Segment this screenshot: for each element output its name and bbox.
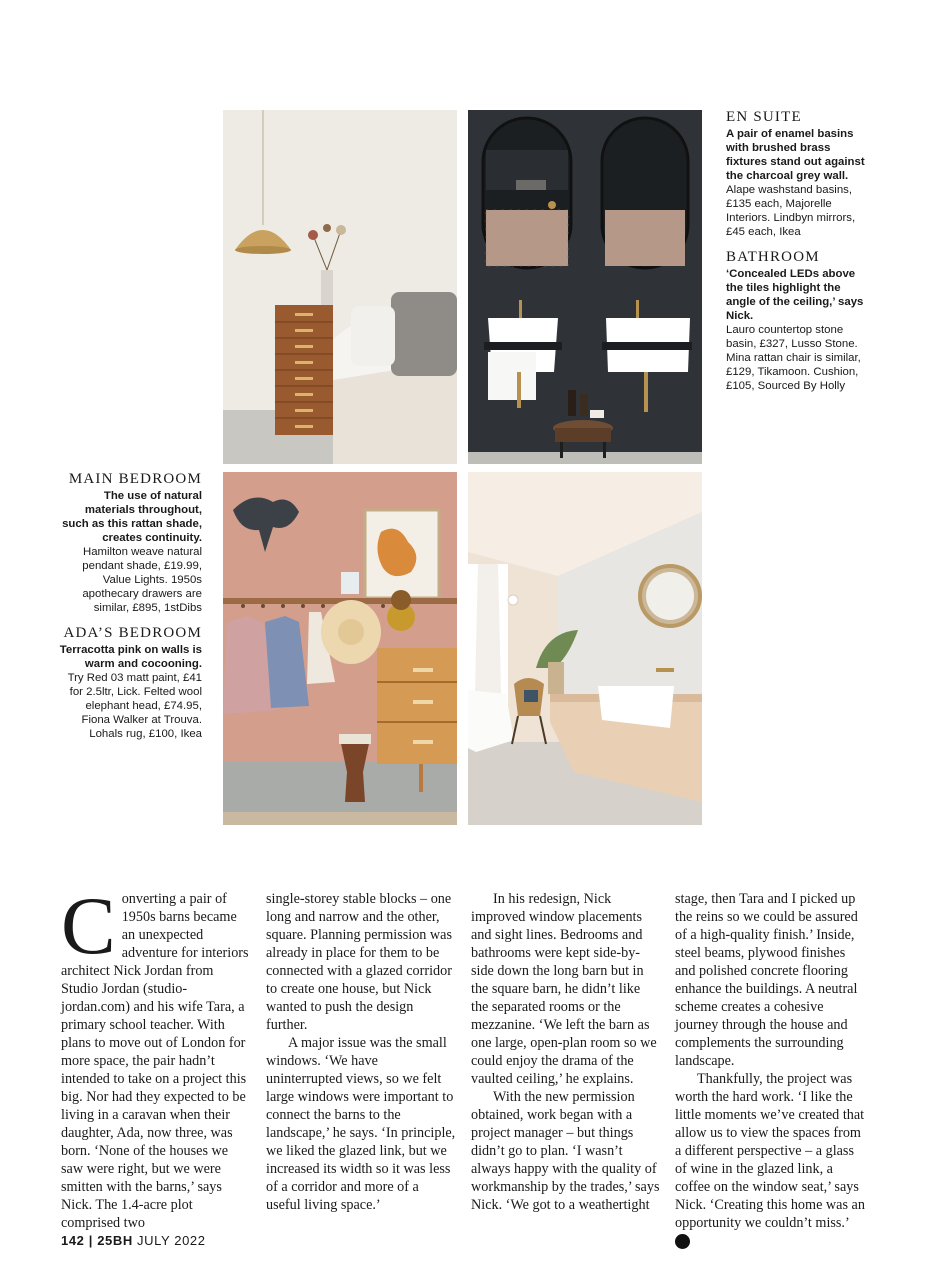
caption-adas-bedroom	[58, 625, 202, 741]
article-column-1	[61, 880, 251, 1232]
caption-lead: A pair of enamel basins with brushed brass fixtures stand out against the charcoal grey wall.	[726, 128, 865, 182]
caption-heading: BATHROOM	[726, 249, 820, 265]
photo-main-bedroom	[223, 110, 457, 464]
paragraph-text: Thankfully, the project was worth the hard work. ‘I like the little moments we’ve created that allow us to view the spaces from a different perspective – a glass of wine in the glazed link, a coffee on the window seat,’ says Nick. ‘Creating this home was an opportunity we couldn’t miss.’	[675, 1071, 865, 1231]
photo-adas-bedroom	[223, 472, 457, 825]
caption-heading: EN SUITE	[726, 109, 802, 125]
caption-credits: Hamilton weave natural pendant shade, £19.99, Value Lights. 1950s apothecary drawers are similar, £895, 1stDibs	[82, 546, 202, 614]
article-paragraph: In his redesign, Nick improved window placements and sight lines. Bedrooms and bathrooms were kept side-by-side down the long barn but in the square barn, he didn’t like the separated rooms or the mezzanine. ‘We left the barn as one large, open-plan room so we could enjoy the drama of the vaulted ceiling,’ he explains.	[471, 891, 657, 1087]
caption-main-bedroom	[58, 471, 202, 615]
article-paragraph	[61, 880, 251, 1232]
footer-separator: |	[88, 1233, 93, 1248]
paragraph-text: onverting a pair of 1950s barns became an unexpected adventure for interiors architect Nick Jordan from Studio Jordan (studio-jordan.com) and his wife Tara, a primary school teacher. With plans to move out of London for more space, the pair hadn’t intended to take on a project this big. Nor had they expected to be living in a caravan when their daughter, Ada, now three, was born. ‘None of the houses we saw were right, but we were smitten with the barns,’ says Nick. The 1.4-acre plot comprised two	[61, 891, 249, 1231]
article-column-4	[675, 890, 865, 1250]
caption-bathroom	[726, 249, 872, 393]
photo-bathroom	[468, 472, 702, 825]
article-paragraph: A major issue was the small windows. ‘We have uninterrupted views, so we felt large windows were important to connect the barns to the landscape,’ he says. ‘In principle, we liked the glazed link, but we increased its width so it was less of a corridor and more of a useful living space.’	[266, 1035, 456, 1213]
caption-heading: ADA’S BEDROOM	[63, 625, 202, 641]
drop-cap: C	[61, 880, 116, 971]
photo-en-suite	[468, 110, 702, 464]
caption-en-suite	[726, 109, 872, 239]
caption-lead: The use of natural materials throughout, such as this rattan shade, creates continuity.	[62, 490, 202, 544]
article-paragraph	[675, 1070, 865, 1250]
caption-heading: MAIN BEDROOM	[68, 471, 202, 487]
article-column-2	[266, 890, 456, 1214]
magazine-name: 25BH	[97, 1233, 133, 1248]
page-number: 142	[61, 1233, 85, 1248]
caption-credits: Lauro countertop stone basin, £327, Lusso Stone. Mina rattan chair is similar, £129, Tikamoon. Cushion, £105, Sourced By Holly	[726, 324, 861, 392]
caption-lead: ‘Concealed LEDs above the tiles highlight the angle of the ceiling,’ says Nick.	[726, 268, 864, 322]
article-paragraph: With the new permission obtained, work began with a project manager – but things didn’t go to plan. ‘I wasn’t always happy with the quality of workmanship by the trades,’ says Nick. ‘We got to a weathertight	[471, 1089, 660, 1213]
end-mark-icon: 25	[675, 1234, 690, 1249]
article-column-3	[471, 890, 661, 1214]
page-footer	[61, 1233, 206, 1248]
article-paragraph: single-storey stable blocks – one long and narrow and the other, square. Planning permission was already in place for them to be connected with a glazed corridor to create one house, but Nick wanted to push the design further.	[266, 891, 452, 1033]
issue-date: JULY 2022	[137, 1233, 206, 1248]
caption-credits: Try Red 03 matt paint, £41 for 2.5ltr, Lick. Felted wool elephant head, £74.95, Fiona Walker at Trouva. Lohals rug, £100, Ikea	[67, 672, 202, 740]
caption-lead: Terracotta pink on walls is warm and cocooning.	[59, 644, 202, 670]
caption-credits: Alape washstand basins, £135 each, Majorelle Interiors. Lindbyn mirrors, £45 each, Ikea	[726, 184, 856, 238]
article-paragraph: stage, then Tara and I picked up the reins so we could be assured of a high-quality finish.’ Inside, steel beams, plywood finishes and polished concrete flooring enhance the buildings. A neutral scheme creates a cohesive journey through the house and complements the surrounding landscape.	[675, 891, 858, 1069]
